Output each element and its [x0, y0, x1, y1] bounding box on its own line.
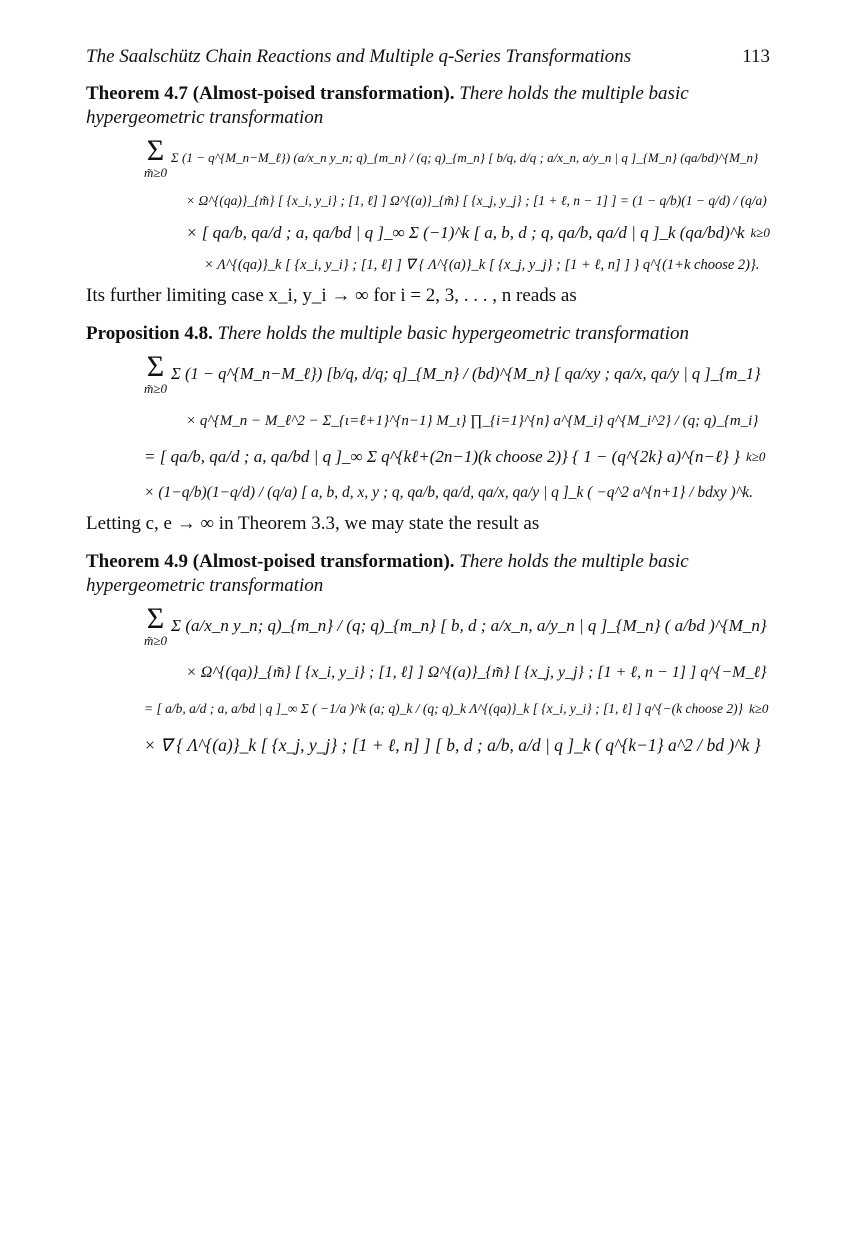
book-page	[86, 46, 770, 756]
equation-text: Σ (1 − q^{M_n−M_ℓ}) (a/x_n y_n; q)_{m_n} / (q; q)_{m_n} [ b/q, d/q ; a/x_n, a/y_n | q ]_{M_n} (qa/bd)^{M_n}	[171, 150, 759, 165]
equation-text: = [ a/b, a/d ; a, a/bd | q ]_∞ Σ ( −1/a )^k (a; q)_k / (q; q)_k Λ^{(qa)}_k [ {x_i, y_i} ; [1, ℓ] ] q^{−(k choose 2)}	[144, 701, 743, 716]
equation-4-7	[86, 136, 770, 276]
equation-text: × Λ^{(qa)}_k [ {x_i, y_i} ; [1, ℓ] ] ∇ { Λ^{(a)}_k [ {x_j, y_j} ; [1 + ℓ, n] ] } q^{(1+k choose 2)}.	[204, 257, 760, 273]
equation-line	[86, 352, 770, 396]
equation-text: = [ qa/b, qa/d ; a, qa/bd | q ]_∞ Σ q^{kℓ+(2n−1)(k choose 2)} { 1 − (q^{2k} a)^{n−ℓ} }	[144, 447, 740, 466]
equation-text: × Ω^{(qa)}_{m̃} [ {x_i, y_i} ; [1, ℓ] ] Ω^{(a)}_{m̃} [ {x_j, y_j} ; [1 + ℓ, n − 1] ] q^{−M_ℓ}	[186, 664, 767, 681]
equation-line	[86, 410, 770, 432]
equation-text: Σ (1 − q^{M_n−M_ℓ}) [b/q, d/q; q]_{M_n} / (bd)^{M_n} [ qa/xy ; qa/x, qa/y | q ]_{m_1}	[171, 364, 761, 383]
running-title: The Saalschütz Chain Reactions and Multiple q-Series Transformations	[86, 46, 632, 67]
equation-line	[86, 604, 770, 648]
equation-line	[86, 662, 770, 684]
equation-line	[86, 446, 770, 468]
proposition-4-8	[86, 322, 770, 346]
sum-symbol: k≥0	[745, 449, 766, 464]
proposition-label: Proposition 4.8.	[86, 323, 213, 344]
equation-line	[86, 734, 770, 756]
equation-line	[86, 190, 770, 212]
theorem-statement: There holds the multiple basic hypergeometric transformation	[86, 83, 689, 128]
proposition-statement: There holds the multiple basic hypergeometric transformation	[217, 323, 690, 344]
equation-line	[86, 254, 770, 276]
equation-text: × [ qa/b, qa/d ; a, qa/bd | q ]_∞ Σ (−1)^k [ a, b, d ; q, qa/b, qa/d | q ]_k (qa/bd)^k	[186, 223, 745, 242]
equation-4-8	[86, 352, 770, 504]
equation-text: × (1−q/b)(1−q/d) / (q/a) [ a, b, d, x, y ; q, qa/b, qa/d, qa/x, qa/y | q ]_k ( −q^2 a^{n+1} / bdxy )^k.	[144, 484, 754, 501]
equation-line	[86, 482, 770, 504]
theorem-4-9	[86, 550, 770, 598]
theorem-label: Theorem 4.9 (Almost-poised transformation).	[86, 551, 455, 572]
limiting-case-text: Its further limiting case x_i, y_i → ∞ for i = 2, 3, . . . , n reads as	[86, 285, 577, 306]
equation-text: Σ (a/x_n y_n; q)_{m_n} / (q; q)_{m_n} [ b, d ; a/x_n, a/y_n | q ]_{M_n} ( a/bd )^{M_n}	[171, 616, 767, 635]
equation-line	[86, 222, 770, 244]
running-header	[86, 46, 770, 68]
theorem-label: Theorem 4.7 (Almost-poised transformation).	[86, 83, 455, 104]
theorem-4-7	[86, 82, 770, 130]
sum-symbol: Σ m̃≥0	[144, 602, 168, 648]
sum-symbol: k≥0	[750, 225, 770, 240]
letting-text: Letting c, e → ∞ in Theorem 3.3, we may state the result as	[86, 513, 540, 534]
theorem-statement: There holds the multiple basic hypergeometric transformation	[86, 551, 689, 596]
sum-symbol: Σ m̃≥0	[144, 350, 168, 396]
page-number: 113	[742, 46, 770, 67]
equation-text: × ∇ { Λ^{(a)}_k [ {x_j, y_j} ; [1 + ℓ, n] ] [ b, d ; a/b, a/d | q ]_k ( q^{k−1} a^2 / bd )^k }	[144, 735, 761, 755]
equation-line	[86, 698, 770, 720]
sum-symbol: k≥0	[748, 701, 769, 716]
sum-symbol: Σ m̃≥0	[144, 134, 168, 180]
equation-4-9	[86, 604, 770, 756]
equation-line	[86, 136, 770, 180]
equation-text: × q^{M_n − M_ℓ^2 − Σ_{ι=ℓ+1}^{n−1} M_ι} ∏_{i=1}^{n} a^{M_i} q^{M_i^2} / (q; q)_{m_i}	[186, 413, 759, 429]
equation-text: × Ω^{(qa)}_{m̃} [ {x_i, y_i} ; [1, ℓ] ] Ω^{(a)}_{m̃} [ {x_j, y_j} ; [1 + ℓ, n − 1] ] = (1 − q/b)(1 − q/d) / (q/a)	[186, 193, 767, 208]
